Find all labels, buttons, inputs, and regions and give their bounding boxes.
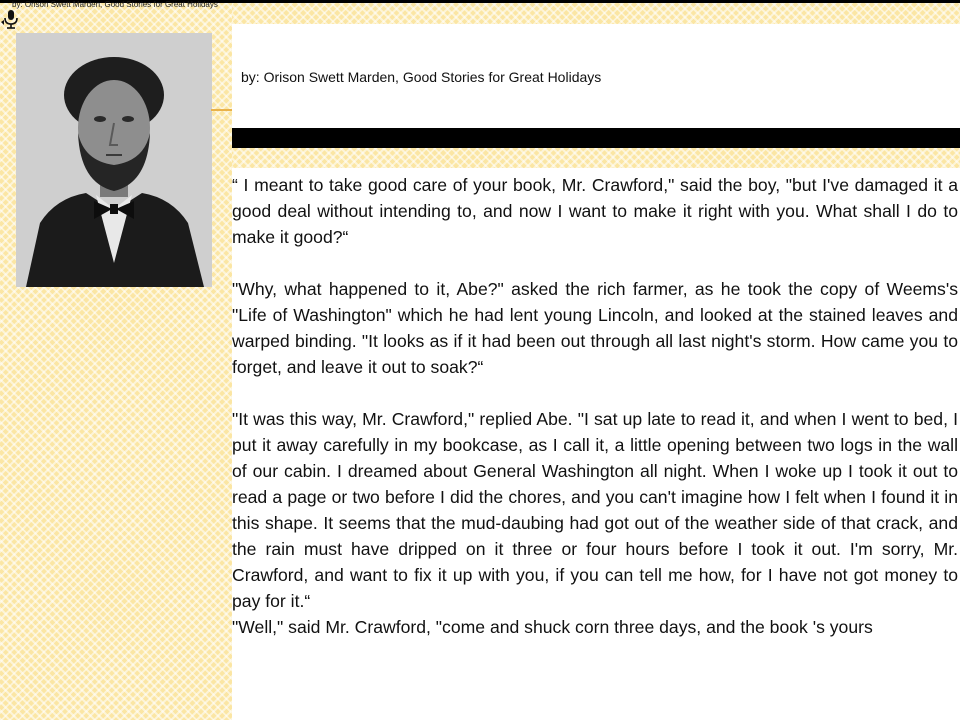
story-paragraph: "It was this way, Mr. Crawford," replied Abe. "I sat up late to read it, and when I went to bed, I put it away carefully in my bookcase, as I call it, a little opening between two logs in the wall of our cabin. I dreamed about General Washington all night. When I woke up I took it out to read a page or two before I did the chores, and you can't imagine how I felt when I found it in this shape. It seems that the mud-daubing had got out of the weather side of that crack, and the rain must have dripped on it three or four hours before I took it out. I'm sorry, Mr. Crawford, and want to fix it up with you, if you can tell me how, for I have not got money to pay for it.“ (232, 409, 958, 611)
microphone-icon[interactable] (0, 8, 22, 30)
paragraph-gap (232, 380, 958, 406)
portrait-drawing (16, 33, 212, 287)
accent-line (211, 109, 233, 111)
portrait-image (16, 33, 212, 287)
story-paragraph: "Well," said Mr. Crawford, "come and shuck corn three days, and the book 's yours (232, 617, 873, 637)
black-divider-bar (232, 128, 960, 148)
paragraph-gap (232, 250, 958, 276)
tiny-caption: by: Orison Swett Marden, Good Stories for Great Holidays (12, 0, 218, 9)
story-text (232, 172, 958, 640)
story-paragraph: "Why, what happened to it, Abe?" asked the rich farmer, as he took the copy of Weems's "Life of Washington" which he had lent young Lincoln, and looked at the stained leaves and warped binding. "It looks as if it had been out through all last night's storm. How came you to forget, and leave it out to soak?“ (232, 279, 958, 377)
attribution-text: by: Orison Swett Marden, Good Stories for Great Holidays (241, 69, 602, 85)
story-paragraph: “ I meant to take good care of your book, Mr. Crawford," said the boy, "but I've damaged it a good deal without intending to, and now I want to make it right with you. What shall I do to make it good?“ (232, 175, 958, 247)
